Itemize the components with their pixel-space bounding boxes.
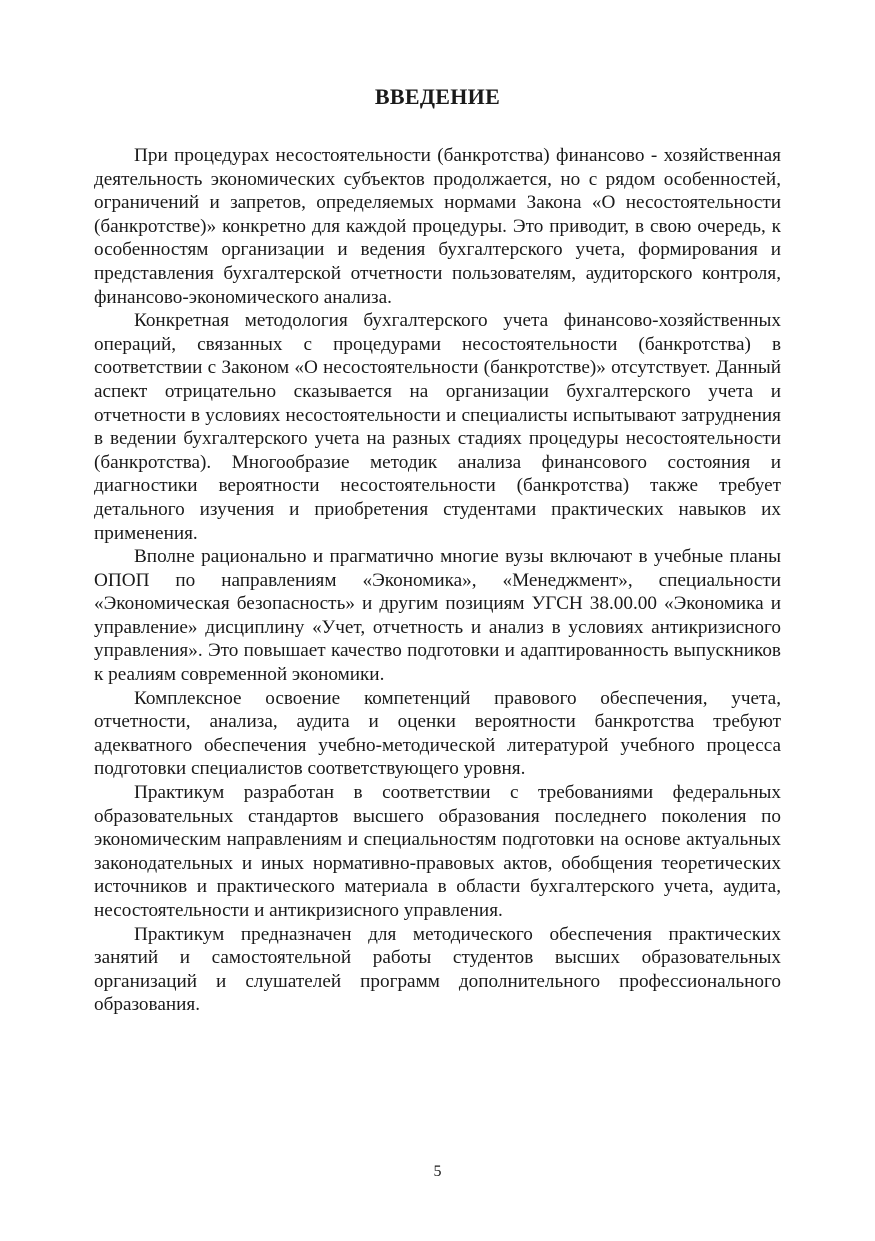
- paragraph-6: Практикум предназначен для методического обеспечения практических занятий и самостоятельной работы студентов высших образовательных организаций и слушателей программ дополнительного профессионального образования.: [94, 923, 781, 1016]
- body-text: [94, 144, 781, 1017]
- paragraph-1: При процедурах несостоятельности (банкротства) финансово - хозяйственная деятельность экономических субъектов продолжается, но с рядом особенностей, ограничений и запретов, определяемых нормами Закона «О несостоятельности (банкротстве)» конкретно для каждой процедуры. Это приводит, в свою очередь, к особенностям организации и ведения бухгалтерского учета, формирования и представления бухгалтерской отчетности пользователям, аудиторского контроля, финансово-экономического анализа.: [94, 145, 781, 308]
- page-title: ВВЕДЕНИЕ: [374, 84, 501, 109]
- paragraph-4: Комплексное освоение компетенций правового обеспечения, учета, отчетности, анализа, аудита и оценки вероятности банкротства требуют адекватного обеспечения учебно-методической литературой учебного процесса подготовки специалистов соответствующего уровня.: [94, 687, 781, 780]
- paragraph-5: Практикум разработан в соответствии с требованиями федеральных образовательных стандартов высшего образования последнего поколения по экономическим направлениям и специальностям подготовки на основе актуальных законодательных и иных нормативно-правовых актов, обобщения теоретических источников и практического материала в области бухгалтерского учета, аудита, несостоятельности и антикризисного управления.: [94, 782, 781, 921]
- paragraph-2: Конкретная методология бухгалтерского учета финансово-хозяйственных операций, связанных с процедурами несостоятельности (банкротства) в соответствии с Законом «О несостоятельности (банкротстве)» отсутствует. Данный аспект отрицательно сказывается на организации бухгалтерского учета и отчетности в условиях несостоятельности и специалисты испытывают затруднения в ведении бухгалтерского учета на разных стадиях процедуры несостоятельности (банкротства). Многообразие методик анализа финансового состояния и диагностики вероятности несостоятельности (банкротства) также требует детального изучения и приобретения студентами практических навыков их применения.: [94, 310, 781, 544]
- paragraph-3: Вполне рационально и прагматично многие вузы включают в учебные планы ОПОП по направлениям «Экономика», «Менеджмент», специальности «Экономическая безопасность» и другим позициям УГСН 38.00.00 «Экономика и управление» дисциплину «Учет, отчетность и анализ в условиях антикризисного управления». Это повышает качество подготовки и адаптированность выпускников к реалиям современной экономики.: [94, 546, 781, 686]
- page-number: 5: [433, 1163, 442, 1180]
